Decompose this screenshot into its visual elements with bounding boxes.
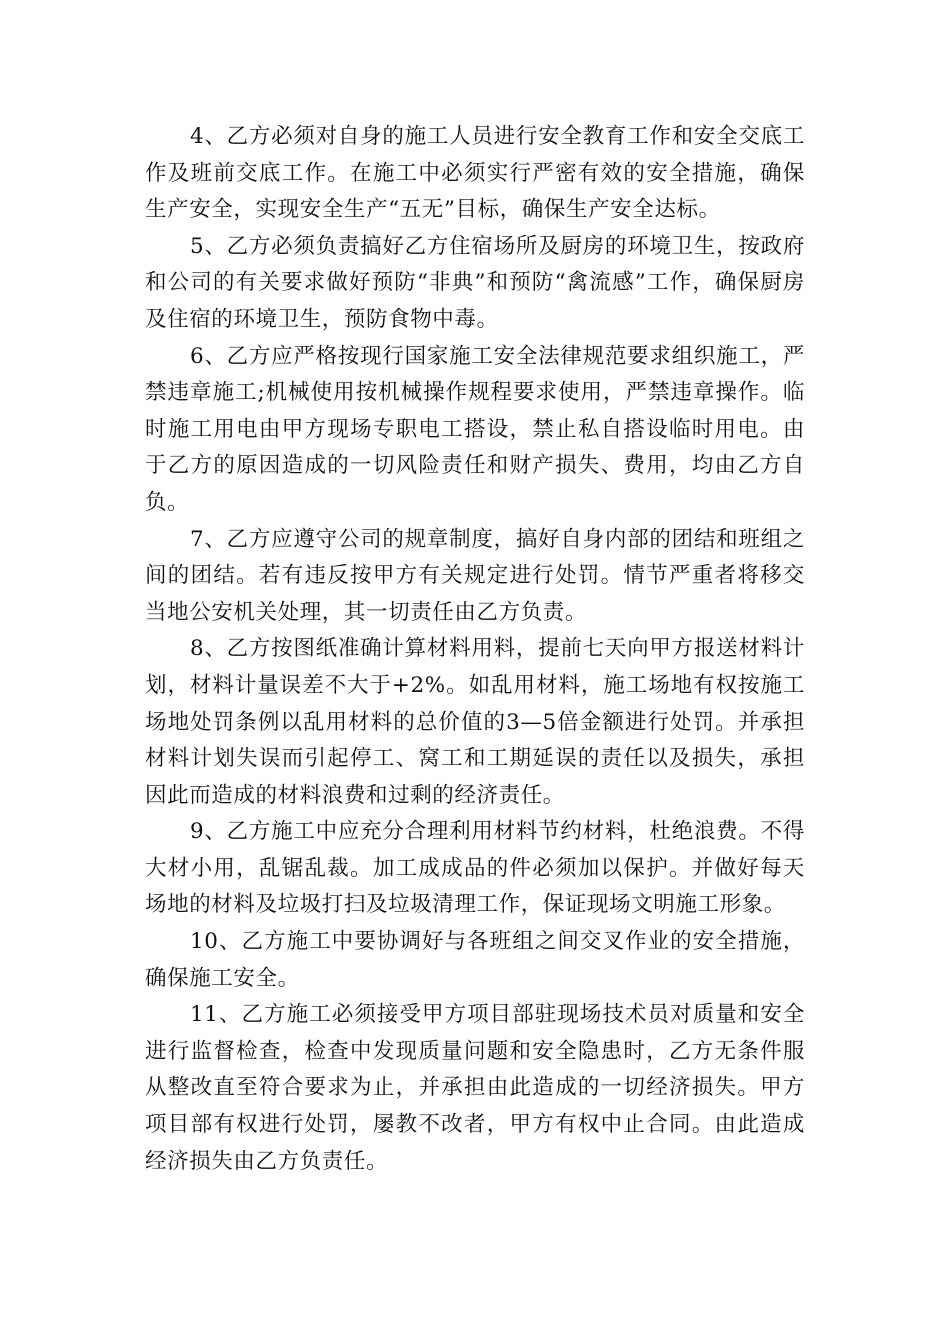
clause-5-paragraph: 5、乙方必须负责搞好乙方住宿场所及厨房的环境卫生，按政府和公司的有关要求做好预防“非典”和预防“禽流感”工作，确保厨房及住宿的环境卫生，预防食物中毒。 [145, 233, 805, 332]
clause-7-paragraph: 7、乙方应遵守公司的规章制度，搞好自身内部的团结和班组之间的团结。若有违反按甲方有关规定进行处罚。情节严重者将移交当地公安机关处理，其一切责任由乙方负责。 [145, 526, 805, 625]
clause-10-paragraph: 10、乙方施工中要协调好与各班组之间交叉作业的安全措施，确保施工安全。 [145, 929, 805, 991]
clause-9-paragraph: 9、乙方施工中应充分合理利用材料节约材料，杜绝浪费。不得大材小用，乱锯乱裁。加工成成品的件必须加以保护。并做好每天场地的材料及垃圾打扫及垃圾清理工作，保证现场文明施工形象。 [145, 819, 805, 918]
document-body [145, 119, 805, 1180]
clause-6-paragraph: 6、乙方应严格按现行国家施工安全法律规范要求组织施工，严禁违章施工;机械使用按机械操作规程要求使用，严禁违章操作。临时施工用电由甲方现场专职电工搭设，禁止私自搭设临时用电。由于乙方的原因造成的一切风险责任和财产损失、费用，均由乙方自负。 [145, 343, 805, 515]
clause-8-paragraph: 8、乙方按图纸准确计算材料用料，提前七天向甲方报送材料计划，材料计量误差不大于+2%。如乱用材料，施工场地有权按施工场地处罚条例以乱用材料的总价值的3—5倍金额进行处罚。并承担材料计划失误而引起停工、窝工和工期延误的责任以及损失，承担因此而造成的材料浪费和过剩的经济责任。 [145, 636, 805, 808]
clause-11-paragraph: 11、乙方施工必须接受甲方项目部驻现场技术员对质量和安全进行监督检查，检查中发现质量问题和安全隐患时，乙方无条件服从整改直至符合要求为止，并承担由此造成的一切经济损失。甲方项目部有权进行处罚，屡教不改者，甲方有权中止合同。由此造成经济损失由乙方负责任。 [145, 1002, 805, 1174]
clause-4-paragraph: 4、乙方必须对自身的施工人员进行安全教育工作和安全交底工作及班前交底工作。在施工中必须实行严密有效的安全措施，确保生产安全，实现安全生产“五无”目标，确保生产安全达标。 [145, 124, 805, 223]
